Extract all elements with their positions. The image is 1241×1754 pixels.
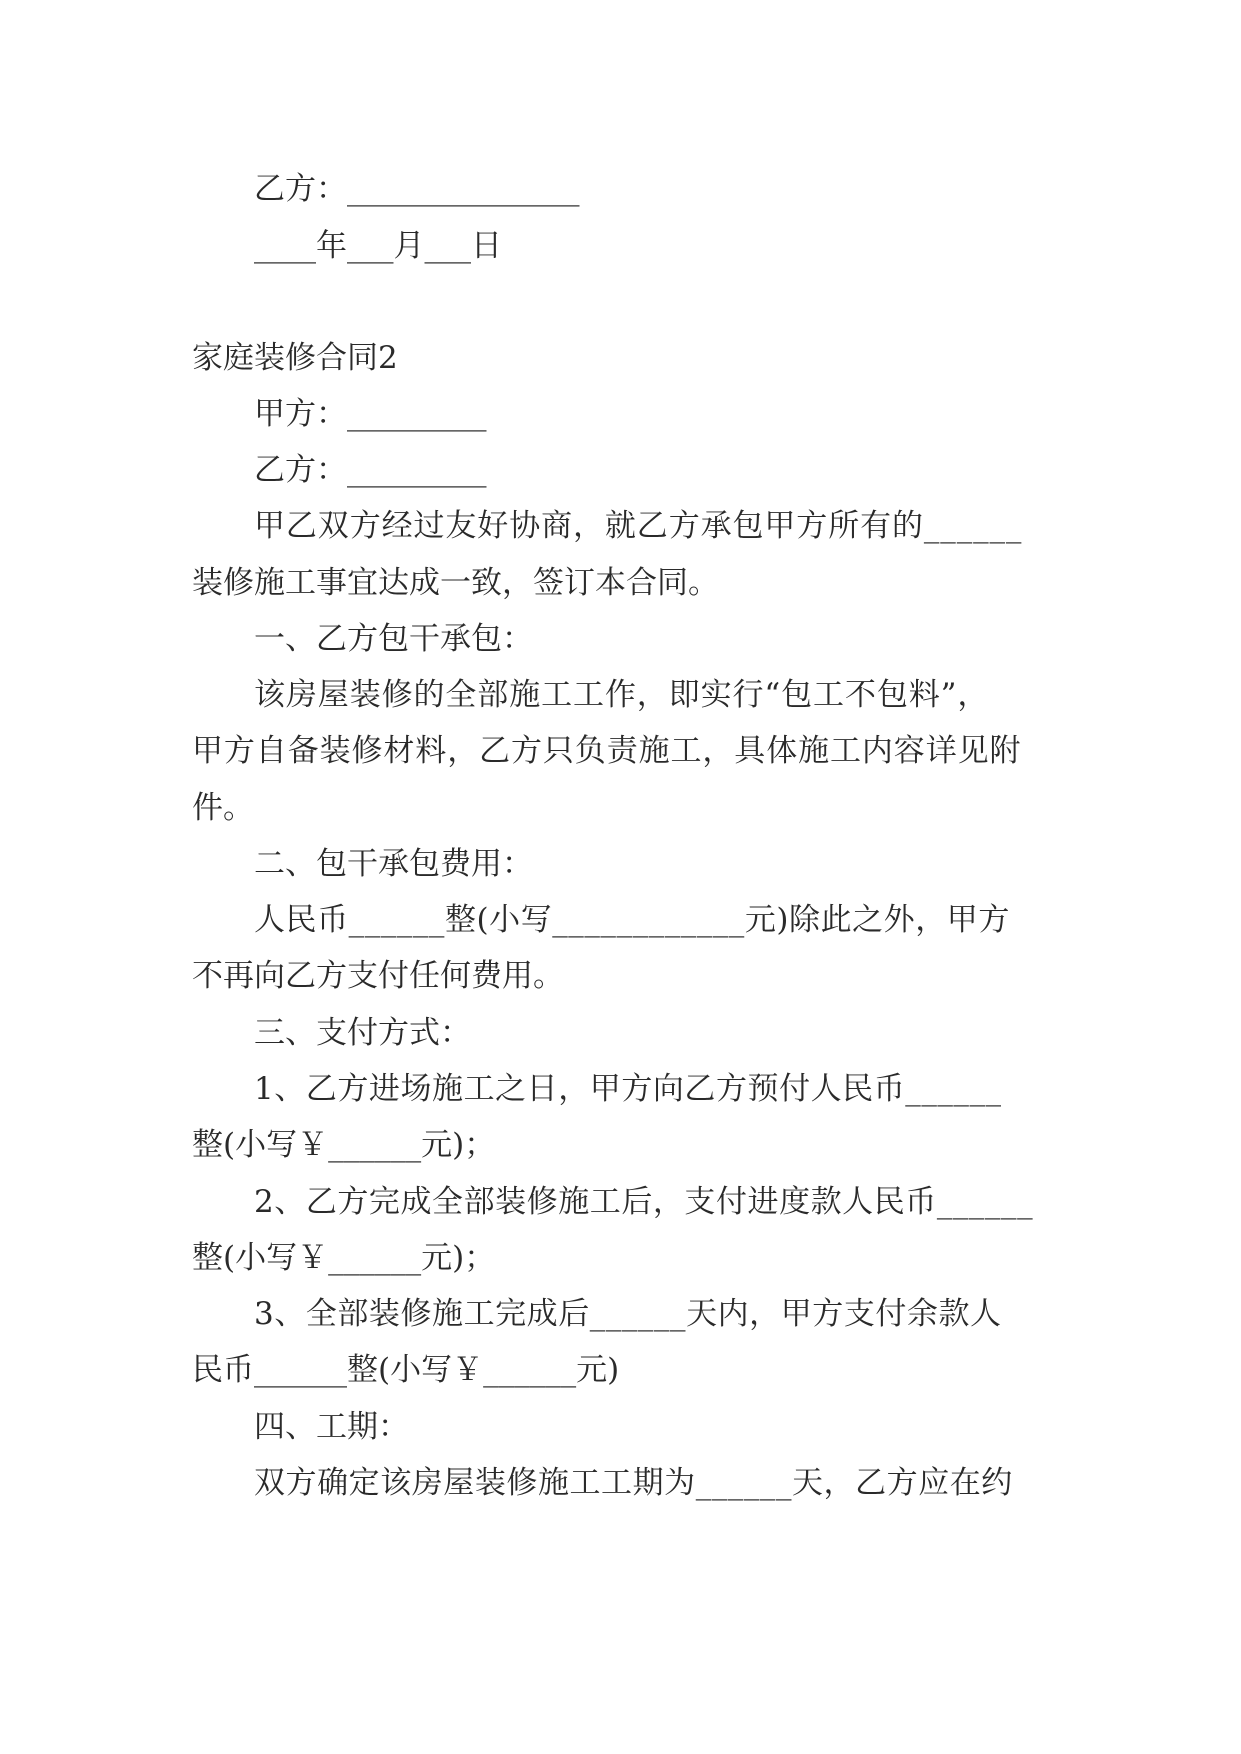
party-b-signature-line: 乙方：_______________ xyxy=(254,171,580,207)
paragraph-line: 整(小写￥______元)； xyxy=(192,1240,496,1276)
contract-title: 家庭装修合同2 xyxy=(192,340,398,376)
paragraph-line: 双方确定该房屋装修施工工期为______天，乙方应在约 xyxy=(254,1465,1013,1501)
section-heading: 四、工期： xyxy=(254,1409,409,1445)
paragraph-line: 民币______整(小写￥______元) xyxy=(192,1352,620,1388)
paragraph-line: 该房屋装修的全部施工工作，即实行“包工不包料”， xyxy=(254,677,990,713)
date-line: ____年___月___日 xyxy=(254,228,502,264)
section-heading: 三、支付方式： xyxy=(254,1015,471,1051)
paragraph-line: 甲乙双方经过友好协商，就乙方承包甲方所有的______ xyxy=(254,508,1023,544)
paragraph-line: 装修施工事宜达成一致，签订本合同。 xyxy=(192,565,719,601)
party-b-line: 乙方：_________ xyxy=(254,452,487,488)
paragraph-line: 人民币______整(小写____________元)除此之外，甲方 xyxy=(254,902,1010,938)
paragraph-line: 1、乙方进场施工之日，甲方向乙方预付人民币______ xyxy=(254,1071,1002,1107)
section-heading: 二、包干承包费用： xyxy=(254,846,533,882)
paragraph-line: 甲方自备装修材料，乙方只负责施工，具体施工内容详见附 xyxy=(192,733,1022,769)
paragraph-line: 不再向乙方支付任何费用。 xyxy=(192,958,564,994)
paragraph-line: 2、乙方完成全部装修施工后，支付进度款人民币______ xyxy=(254,1184,1034,1220)
paragraph-line: 3、全部装修施工完成后______天内，甲方支付余款人 xyxy=(254,1296,1002,1332)
paragraph-line: 件。 xyxy=(192,790,254,826)
paragraph-line: 整(小写￥______元)； xyxy=(192,1127,496,1163)
party-a-line: 甲方：_________ xyxy=(254,396,487,432)
section-heading: 一、乙方包干承包： xyxy=(254,621,533,657)
